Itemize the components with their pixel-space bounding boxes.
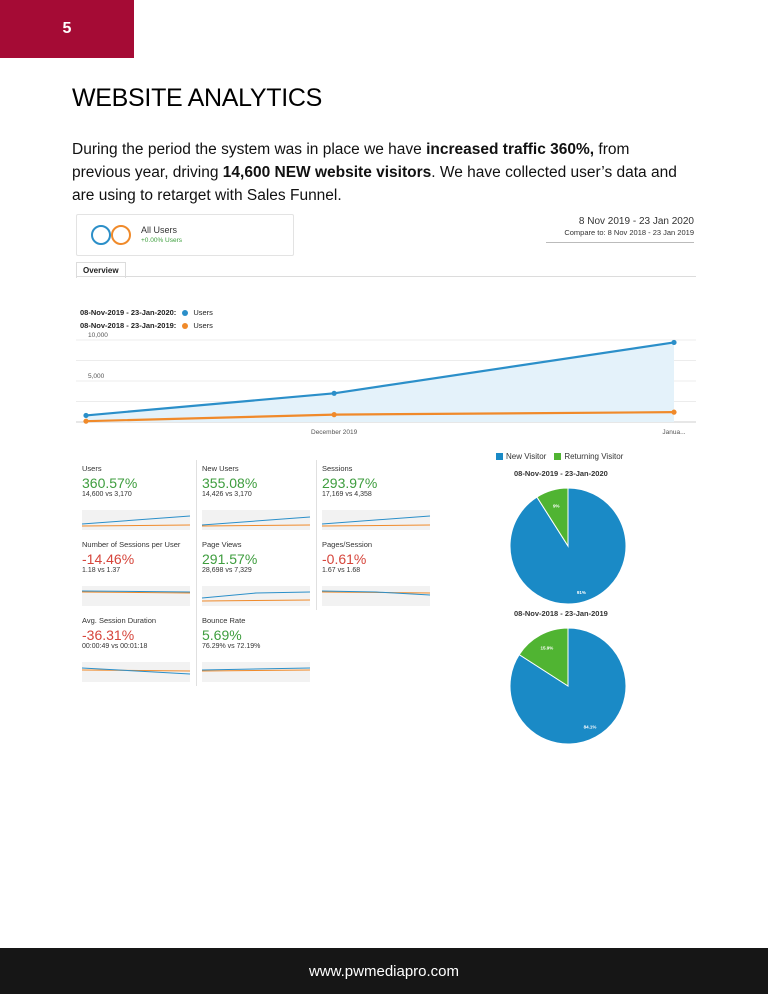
page-number-badge bbox=[0, 0, 134, 58]
pie-slice-label: 15.9% bbox=[540, 645, 554, 651]
chart-legend-current bbox=[80, 308, 213, 317]
tab-overview[interactable]: Overview bbox=[76, 262, 126, 278]
blue-ring-icon bbox=[91, 225, 111, 245]
data-point bbox=[671, 340, 676, 345]
x-tick-label: Janua... bbox=[662, 429, 686, 436]
pie-legend-returning: Returning Visitor bbox=[564, 452, 624, 461]
metric-tile[interactable] bbox=[82, 616, 192, 682]
pie-slice-label: 91% bbox=[576, 590, 586, 596]
series-area bbox=[86, 342, 674, 422]
intro-highlight-visitors: 14,600 NEW website visitors bbox=[222, 164, 432, 181]
orange-ring-icon bbox=[111, 225, 131, 245]
metric-compare: 1.18 vs 1.37 bbox=[82, 567, 121, 574]
footer bbox=[0, 948, 768, 994]
data-point bbox=[332, 391, 337, 396]
metric-name: Bounce Rate bbox=[202, 616, 246, 625]
users-line-chart bbox=[76, 332, 696, 436]
intro-text-1: During the period the system was in place we have bbox=[72, 141, 427, 158]
date-range-main: 8 Nov 2019 - 23 Jan 2020 bbox=[578, 216, 694, 227]
metric-name: Pages/Session bbox=[322, 540, 373, 549]
sparkline-bg bbox=[82, 662, 190, 682]
legend-dot-orange-icon bbox=[182, 323, 188, 329]
metric-compare: 17,169 vs 4,358 bbox=[322, 491, 372, 498]
segment-name: All Users bbox=[141, 225, 178, 235]
metric-sparkline bbox=[82, 586, 190, 606]
legend-metric-previous: Users bbox=[193, 321, 213, 330]
metric-name: Page Views bbox=[202, 540, 242, 549]
metric-value: -0.61% bbox=[322, 551, 367, 567]
legend-dot-blue-icon bbox=[182, 310, 188, 316]
metric-sparkline bbox=[322, 510, 430, 530]
metric-compare: 1.67 vs 1.68 bbox=[322, 567, 361, 574]
date-range-underline bbox=[546, 242, 694, 243]
segment-selector[interactable] bbox=[76, 214, 294, 256]
data-point bbox=[83, 419, 88, 424]
metric-tile[interactable] bbox=[82, 464, 192, 530]
metric-name: Users bbox=[82, 464, 102, 473]
data-point bbox=[332, 412, 337, 417]
tab-divider bbox=[76, 276, 696, 277]
segment-rings-icon bbox=[91, 225, 137, 247]
sparkline-bg bbox=[202, 510, 310, 530]
metric-sparkline bbox=[202, 662, 310, 682]
metric-sparkline bbox=[202, 586, 310, 606]
metric-tile[interactable] bbox=[202, 616, 312, 682]
metric-value: -36.31% bbox=[82, 627, 135, 643]
legend-period-current: 08-Nov-2019 - 23-Jan-2020: bbox=[80, 308, 177, 317]
metric-name: Number of Sessions per User bbox=[82, 540, 181, 549]
metric-compare: 76.29% vs 72.19% bbox=[202, 643, 261, 650]
metric-value: 5.69% bbox=[202, 627, 242, 643]
x-tick-label: December 2019 bbox=[311, 429, 358, 436]
metric-value: 360.57% bbox=[82, 475, 138, 491]
metric-separator bbox=[196, 460, 197, 686]
metric-value: 291.57% bbox=[202, 551, 258, 567]
pie-legend-new: New Visitor bbox=[506, 452, 547, 461]
metric-sparkline bbox=[322, 586, 430, 606]
metric-tile[interactable] bbox=[202, 540, 312, 606]
metric-tile[interactable] bbox=[82, 540, 192, 606]
metric-name: New Users bbox=[202, 464, 239, 473]
metric-separator bbox=[316, 460, 317, 610]
date-range-picker[interactable] bbox=[494, 216, 694, 237]
metric-value: 293.97% bbox=[322, 475, 378, 491]
legend-metric-current: Users bbox=[193, 308, 213, 317]
data-point bbox=[83, 413, 88, 418]
pie-legend bbox=[496, 452, 623, 461]
intro-text-3: . We have collected user’s data and are using to retarget with Sales Funnel. bbox=[72, 164, 677, 204]
metric-compare: 14,426 vs 3,170 bbox=[202, 491, 252, 498]
y-tick-label: 5,000 bbox=[88, 373, 105, 380]
date-range-compare: Compare to: 8 Nov 2018 - 23 Jan 2019 bbox=[564, 228, 694, 237]
footer-website[interactable]: www.pwmediapro.com bbox=[308, 962, 460, 980]
metric-tile[interactable] bbox=[202, 464, 312, 530]
segment-percentage: +0.00% Users bbox=[141, 237, 183, 244]
sparkline-bg bbox=[322, 586, 430, 606]
intro-text-2: from previous year, driving bbox=[72, 141, 630, 181]
metric-value: 355.08% bbox=[202, 475, 258, 491]
legend-period-previous: 08-Nov-2018 - 23-Jan-2019: bbox=[80, 321, 177, 330]
returning-visitor-swatch-icon bbox=[554, 453, 561, 460]
metric-tile[interactable] bbox=[322, 464, 432, 530]
page-title: WEBSITE ANALYTICS bbox=[72, 84, 323, 112]
intro-paragraph bbox=[72, 138, 692, 207]
analytics-screenshot bbox=[76, 210, 696, 750]
pie-title-previous: 08-Nov-2018 - 23-Jan-2019 bbox=[514, 609, 608, 618]
y-tick-label: 10,000 bbox=[88, 332, 108, 339]
data-point bbox=[671, 410, 676, 415]
metric-value: -14.46% bbox=[82, 551, 135, 567]
sparkline-bg bbox=[82, 586, 190, 606]
intro-highlight-traffic: increased traffic 360%, bbox=[426, 141, 595, 158]
sparkline-bg bbox=[202, 662, 310, 682]
pie-slice-label: 9% bbox=[553, 503, 560, 509]
new-visitor-swatch-icon bbox=[496, 453, 503, 460]
pie-chart-current bbox=[508, 486, 628, 606]
metric-compare: 28,698 vs 7,329 bbox=[202, 567, 252, 574]
page-number: 5 bbox=[62, 20, 72, 37]
metric-sparkline bbox=[82, 510, 190, 530]
metric-sparkline bbox=[202, 510, 310, 530]
pie-title-current: 08-Nov-2019 - 23-Jan-2020 bbox=[514, 469, 608, 478]
metric-compare: 00:00:49 vs 00:01:18 bbox=[82, 643, 148, 650]
metric-name: Avg. Session Duration bbox=[82, 616, 157, 625]
metric-tile[interactable] bbox=[322, 540, 432, 606]
metric-sparkline bbox=[82, 662, 190, 682]
pie-slice-label: 84.1% bbox=[583, 724, 597, 730]
chart-legend-previous bbox=[80, 321, 213, 330]
metric-name: Sessions bbox=[322, 464, 353, 473]
metrics-grid bbox=[76, 460, 436, 690]
pie-chart-previous bbox=[508, 626, 628, 746]
metric-compare: 14,600 vs 3,170 bbox=[82, 491, 132, 498]
